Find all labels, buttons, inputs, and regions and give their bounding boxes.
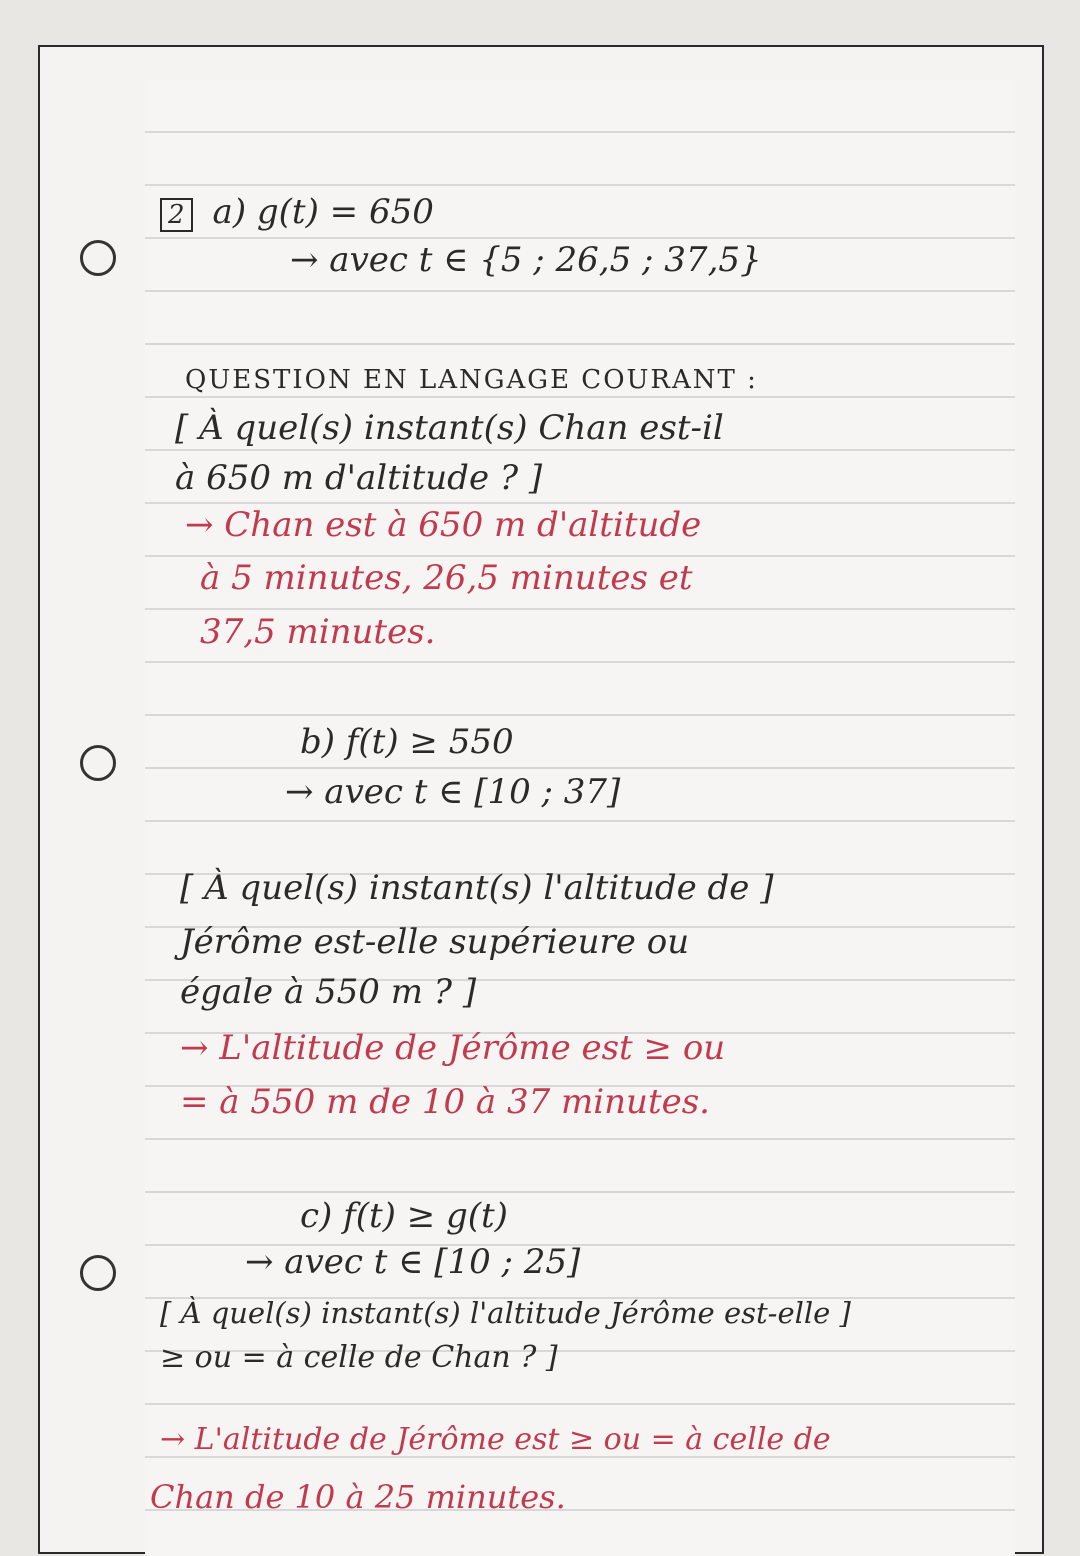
part-a-answer-line: → Chan est à 650 m d'altitude	[185, 505, 702, 545]
part-c-answer-line: Chan de 10 à 25 minutes.	[150, 1478, 566, 1516]
part-a-equation: a) g(t) = 650	[212, 192, 434, 232]
punch-hole	[80, 240, 116, 276]
part-c-answer-line: → L'altitude de Jérôme est ≥ ou = à celle de	[160, 1422, 831, 1457]
part-b-question-line: [ À quel(s) instant(s) l'altitude de ]	[180, 868, 774, 908]
part-a-answer-line: 37,5 minutes.	[200, 612, 436, 652]
part-b-answer-line: = à 550 m de 10 à 37 minutes.	[180, 1082, 710, 1122]
part-b-equation: b) f(t) ≥ 550	[300, 722, 514, 762]
question-heading: QUESTION EN LANGAGE COURANT :	[185, 365, 758, 395]
part-b-answer-line: → L'altitude de Jérôme est ≥ ou	[180, 1028, 726, 1068]
part-a-answer-line: à 5 minutes, 26,5 minutes et	[200, 558, 693, 598]
part-c-solution: → avec t ∈ [10 ; 25]	[245, 1242, 581, 1282]
part-a-question-line: à 650 m d'altitude ? ]	[175, 458, 543, 498]
exercise-number: 2	[160, 198, 193, 232]
part-a-question-line: [ À quel(s) instant(s) Chan est-il	[175, 408, 724, 448]
punch-hole	[80, 745, 116, 781]
part-b-question-line: égale à 550 m ? ]	[180, 972, 477, 1012]
part-c-question-line: [ À quel(s) instant(s) l'altitude Jérôme est-elle ]	[160, 1296, 851, 1330]
part-c-question-line: ≥ ou = à celle de Chan ? ]	[160, 1340, 558, 1375]
lined-paper	[145, 80, 1015, 1556]
part-c-equation: c) f(t) ≥ g(t)	[300, 1196, 508, 1236]
part-b-question-line: Jérôme est-elle supérieure ou	[180, 922, 690, 962]
part-a-equation-line	[160, 192, 434, 232]
punch-hole	[80, 1255, 116, 1291]
part-b-solution: → avec t ∈ [10 ; 37]	[285, 772, 621, 812]
part-a-solution: → avec t ∈ {5 ; 26,5 ; 37,5}	[290, 240, 762, 280]
